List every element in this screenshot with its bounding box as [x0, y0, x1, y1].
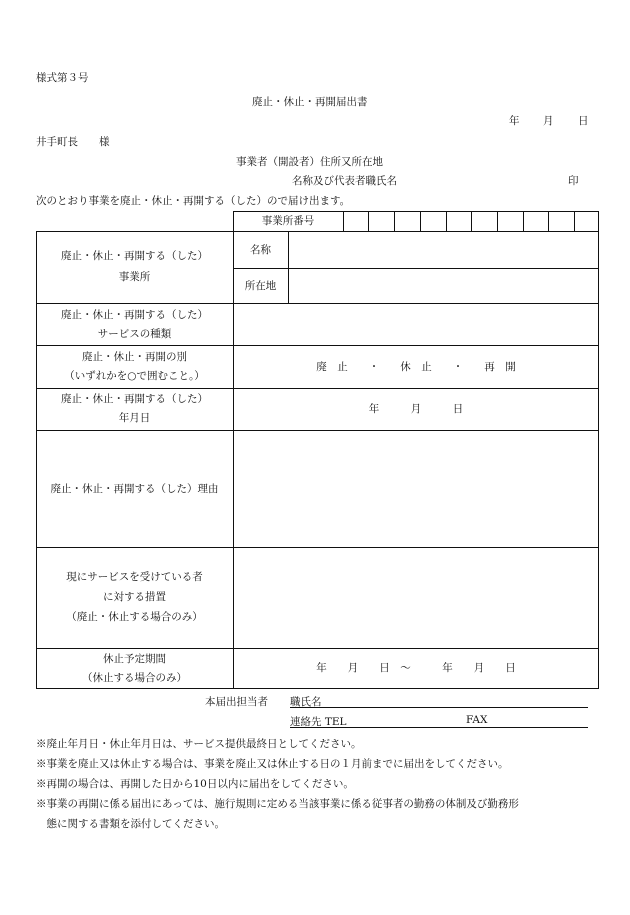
period-label-line2: （休止する場合のみ） [82, 672, 187, 684]
measures-field[interactable] [235, 549, 598, 647]
office-address-label: 所在地 [244, 280, 277, 292]
office-number-digit-box[interactable] [471, 211, 472, 231]
service-type-field[interactable] [235, 305, 598, 344]
period-label-line1: 休止予定期間 [103, 653, 166, 665]
office-label-line1: 廃止・休止・再開する（した） [61, 250, 208, 262]
office-number-digit-box[interactable] [523, 211, 524, 231]
reason-field[interactable] [235, 432, 598, 546]
seal-mark: 印 [568, 175, 579, 187]
type-options[interactable]: 廃 止 ・ 休 止 ・ 再 開 [316, 361, 516, 373]
contact-tel-label: 連絡先 TEL [290, 716, 347, 728]
contact-name-underline[interactable] [290, 707, 588, 708]
intro-text: 次のとおり事業を廃止・休止・再開する（した）ので届け出ます。 [36, 195, 351, 207]
contact-person-label: 本届出担当者 [205, 696, 268, 708]
applicant-name-label: 名称及び代表者職氏名 [292, 175, 397, 187]
office-number-digit-box[interactable] [548, 211, 549, 231]
addressee: 井手町長 様 [36, 136, 110, 148]
office-name-field[interactable] [290, 232, 598, 267]
date-month-label: 月 [543, 115, 554, 127]
office-label-line2: 事業所 [118, 271, 151, 283]
service-label-line1: 廃止・休止・再開する（した） [61, 309, 208, 321]
note-2: ※事業を廃止又は休止する場合は、事業を廃止又は休止する日の１月前までに届出をしてください。 [36, 758, 509, 770]
office-number-digit-box[interactable] [574, 211, 575, 231]
date-year-label: 年 [509, 115, 520, 127]
contact-fax-label: FAX [466, 714, 488, 726]
measures-label-line3: （廃止・休止する場合のみ） [66, 611, 203, 623]
date-label-line2: 年月日 [118, 412, 151, 424]
page-title: 廃止・休止・再開届出書 [252, 96, 368, 108]
note-4: ※事業の再開に係る届出にあっては、施行規則に定める当該事業に係る従事者の勤務の体制及び勤務形 [36, 798, 519, 810]
date-day-label: 日 [578, 115, 589, 127]
date-label-line1: 廃止・休止・再開する（した） [61, 393, 208, 405]
note-1: ※廃止年月日・休止年月日は、サービス提供最終日としてください。 [36, 738, 362, 750]
office-number-label: 事業所番号 [261, 215, 315, 227]
applicant-address-label: 事業者（開設者）住所又所在地 [236, 156, 383, 168]
service-label-line2: サービスの種類 [97, 328, 172, 340]
office-name-label: 名称 [250, 244, 271, 256]
note-4-continued: 態に関する書類を添付してください。 [36, 818, 225, 830]
office-number-digit-box[interactable] [497, 211, 498, 231]
measures-label-line2: に対する措置 [103, 591, 166, 603]
contact-tel-underline[interactable] [290, 727, 588, 728]
reason-label: 廃止・休止・再開する（した）理由 [50, 483, 219, 495]
office-number-digit-box[interactable] [394, 211, 395, 231]
period-value-field[interactable]: 年 月 日 ～ 年 月 日 [316, 662, 516, 674]
office-number-digit-box[interactable] [446, 211, 447, 231]
office-number-digit-box[interactable] [420, 211, 421, 231]
note-3: ※再開の場合は、再開した日から10日以内に届出をしてください。 [36, 778, 354, 790]
type-label-line2: （いずれかを○で囲むこと。） [64, 370, 205, 382]
office-address-field[interactable] [290, 270, 598, 302]
office-number-digit-box[interactable] [343, 211, 344, 231]
form-number: 様式第３号 [36, 72, 89, 84]
type-label-line1: 廃止・休止・再開の別 [82, 351, 187, 363]
contact-name-label: 職氏名 [290, 696, 322, 708]
office-number-digit-box[interactable] [368, 211, 369, 231]
date-value-field[interactable]: 年 月 日 [368, 403, 464, 415]
measures-label-line1: 現にサービスを受けている者 [66, 571, 203, 583]
